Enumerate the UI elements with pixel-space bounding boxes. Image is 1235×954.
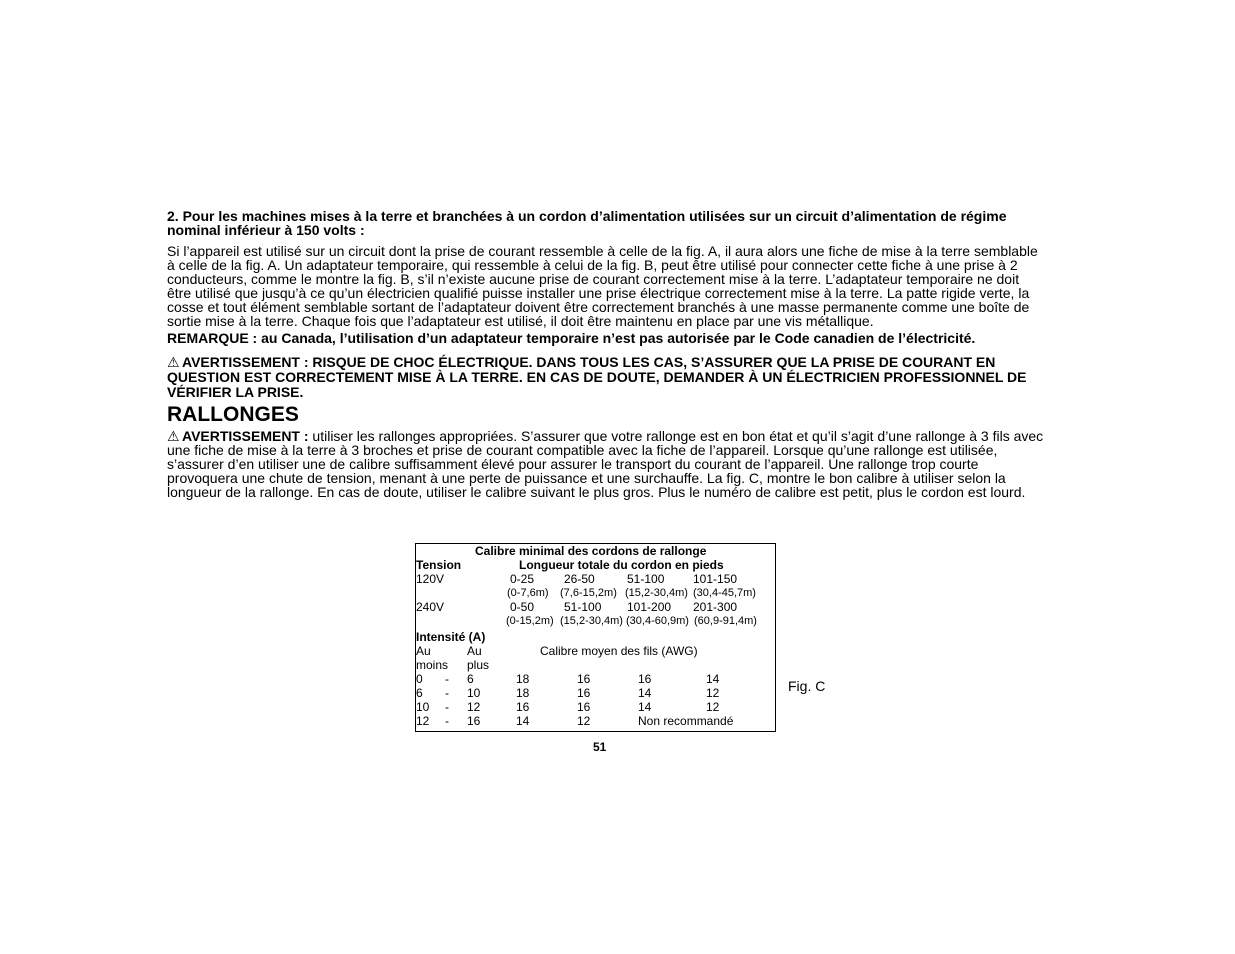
table-cell: 16 — [638, 672, 652, 686]
plus-label: plus — [467, 658, 490, 672]
table-cell: 51-100 — [564, 600, 602, 614]
table-cell: 14 — [516, 714, 530, 728]
rallonges-title: RALLONGES — [167, 403, 299, 426]
table-cell: (0-7,6m) — [507, 587, 549, 599]
table-cell: 16 — [577, 686, 591, 700]
table-cell: Non recommandé — [638, 714, 734, 728]
table-cell: 12 — [577, 714, 591, 728]
table-cell: (60,9-91,4m) — [694, 615, 757, 627]
voltage-240: 240V — [416, 600, 445, 614]
grounding-paragraph: Si l’appareil est utilisé sur un circuit dont la prise de courant ressemble à celle de la fig. A, il aura alors une fiche de mise à la terre semblable à celle de la fig. A. Un adaptateur temporaire, qui ressemble à celui de la fig. B, peut être utilisé pour connecter cette fiche à une prise à 2 conducteurs, comme le montre la fig. B, s’il n’existe aucune prise de courant correctement mise à la terre. L’adaptateur temporaire ne doit être utilisé que jusqu’à ce qu’un électricien qualifié puisse installer une prise électrique correctement mise à la terre. La patte rigide verte, la cosse et tout élément semblable sortant de l’adaptateur doivent être correctement branchés à une masse permanente comme une boîte de sortie mise à la terre. Chaque fois que l’adaptateur est utilisé, il doit être maintenu en place par une vis métallique. — [167, 243, 1038, 329]
figure-label: Fig. C — [788, 678, 826, 694]
table-cell: 16 — [467, 714, 481, 728]
table-cell: (30,4-60,9m) — [626, 615, 689, 627]
table-cell: 101-200 — [627, 600, 672, 614]
warning-icon: ⚠ — [167, 428, 180, 444]
shock-warning — [167, 355, 1047, 400]
page-content — [167, 209, 1047, 499]
gauge-table — [415, 543, 776, 732]
table-cell: 18 — [516, 686, 530, 700]
au-min-label: Au — [416, 644, 431, 658]
table-cell: 12 — [706, 700, 720, 714]
table-cell: 6 — [467, 672, 474, 686]
table-cell: (0-15,2m) — [506, 615, 554, 627]
length-header: Longueur totale du cordon en pieds — [519, 558, 724, 572]
table-cell: (15,2-30,4m) — [560, 615, 623, 627]
table-cell: - — [445, 686, 449, 700]
table-title: Calibre minimal des cordons de rallonge — [475, 544, 707, 558]
table-cell: (7,6-15,2m) — [560, 587, 617, 599]
table-cell: 14 — [638, 700, 652, 714]
table-cell: 16 — [577, 700, 591, 714]
table-cell: 16 — [516, 700, 530, 714]
table-cell: 16 — [577, 672, 591, 686]
warning-icon: ⚠ — [167, 354, 180, 370]
shock-warning-text: AVERTISSEMENT : RISQUE DE CHOC ÉLECTRIQUE. DANS TOUS LES CAS, S’ASSURER QUE LA PRISE DE COURANT EN QUESTION EST CORRECTEMENT MISE À LA TERRE. EN CAS DE DOUTE, DEMANDER À UN ÉLECTRICIEN PROFESSIONNEL DE VÉRIFIER LA PRISE. — [167, 354, 1027, 400]
remark-note: REMARQUE : au Canada, l’utilisation d’un adaptateur temporaire n’est pas autorisée par le Code canadien de l’électricité. — [167, 330, 976, 346]
table-cell: 12 — [416, 714, 430, 728]
moins-label: moins — [416, 658, 449, 672]
intensity-header: Intensité (A) — [416, 630, 486, 644]
table-cell: 10 — [467, 686, 481, 700]
section-heading: 2. Pour les machines mises à la terre et branchées à un cordon d’alimentation utilisées sur un circuit d’alimentation de régime nominal inférieur à 150 volts : — [167, 208, 1007, 238]
table-cell: 18 — [516, 672, 530, 686]
table-cell: 0 — [416, 672, 423, 686]
rallonges-warning-label: AVERTISSEMENT : — [182, 428, 309, 444]
table-cell: (15,2-30,4m) — [625, 587, 688, 599]
table-cell: - — [445, 672, 449, 686]
voltage-120: 120V — [416, 572, 445, 586]
table-cell: 14 — [638, 686, 652, 700]
table-cell: 12 — [467, 700, 481, 714]
tension-header: Tension — [416, 558, 462, 572]
table-cell: 10 — [416, 700, 430, 714]
table-cell: 0-50 — [510, 600, 535, 614]
gauge-header: Calibre moyen des fils (AWG) — [540, 644, 698, 658]
table-cell: 201-300 — [693, 600, 738, 614]
page-number: 51 — [593, 740, 607, 754]
table-cell: 12 — [706, 686, 720, 700]
au-max-label: Au — [467, 644, 482, 658]
table-cell: 101-150 — [693, 572, 738, 586]
table-cell: - — [445, 714, 449, 728]
rallonges-text: utiliser les rallonges appropriées. S’assurer que votre rallonge est en bon état et qu’il s’agit d’une rallonge à 3 fils avec une fiche de mise à la terre à 3 broches et prise de courant compatible avec la fiche de l’appareil. Lorsque qu’une rallonge est utilisée, s’assurer d’en utiliser une de calibre suffisamment élevé pour assurer le transport du courant de l’appareil. Une rallonge trop courte provoquera une chute de tension, menant à une perte de puissance et une surchauffe. La fig. C, montre le bon calibre à utiliser selon la longueur de la rallonge. En cas de doute, utiliser le calibre suivant le plus gros. Plus le numéro de calibre est petit, plus le cordon est lourd. — [167, 428, 1044, 500]
table-cell: 14 — [706, 672, 720, 686]
table-cell: 26-50 — [564, 572, 595, 586]
table-cell: 0-25 — [510, 572, 535, 586]
rallonges-paragraph — [167, 429, 1047, 499]
table-cell: 6 — [416, 686, 423, 700]
table-cell: 51-100 — [627, 572, 665, 586]
table-cell: - — [445, 700, 449, 714]
table-cell: (30,4-45,7m) — [693, 587, 756, 599]
